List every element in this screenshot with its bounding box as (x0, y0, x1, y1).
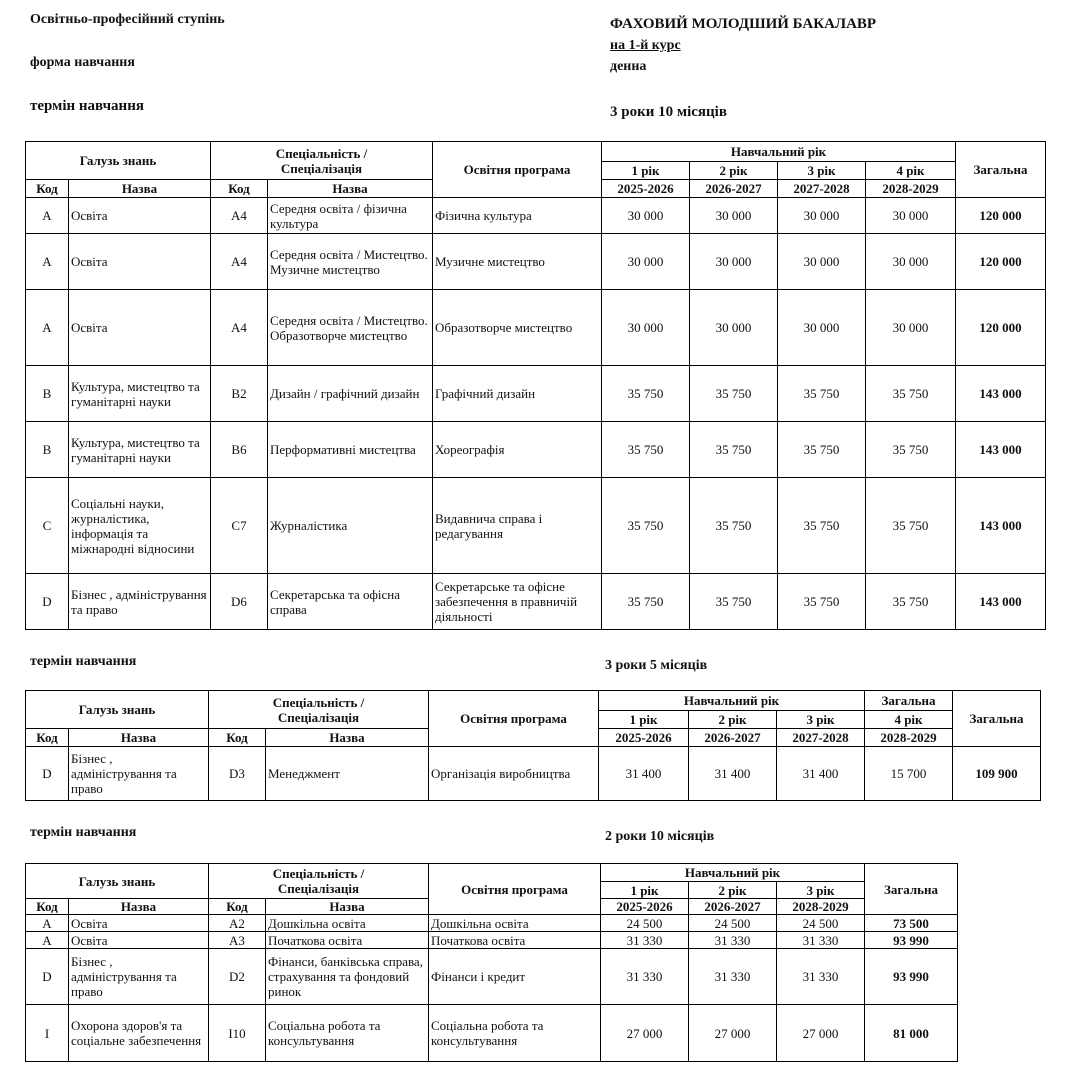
program-name: Видавнича справа і редагування (433, 478, 602, 574)
year-period: 2027-2028 (778, 180, 866, 198)
spec-name: Соціальна робота та консультування (266, 1005, 429, 1062)
name-header: Назва (69, 180, 211, 198)
code-header: Код (209, 729, 266, 747)
spec-name: Середня освіта / Мистецтво. Музичне мистецтво (268, 234, 433, 290)
spec-code: A3 (209, 932, 266, 949)
code-header: Код (209, 899, 266, 915)
field-code: A (26, 290, 69, 366)
field-header: Галузь знань (26, 864, 209, 899)
spec-code: B6 (211, 422, 268, 478)
year-value: 35 750 (778, 478, 866, 574)
year-label: 3 рік (777, 882, 865, 899)
table-row (26, 932, 958, 949)
name-header: Назва (69, 729, 209, 747)
year-value: 35 750 (778, 574, 866, 630)
year-label: 2 рік (689, 882, 777, 899)
year-value: 31 330 (777, 949, 865, 1005)
term-label-2: термін навчання (30, 654, 137, 669)
year-value: 35 750 (602, 422, 690, 478)
program-name: Початкова освіта (429, 932, 601, 949)
field-name: Культура, мистецтво та гуманітарні науки (69, 366, 211, 422)
name-header: Назва (69, 899, 209, 915)
program-header: Освітня програма (429, 691, 599, 747)
term-label-1: термін навчання (30, 98, 144, 114)
field-code: D (26, 574, 69, 630)
year-value: 30 000 (690, 234, 778, 290)
year-period: 2026-2027 (690, 180, 778, 198)
spec-code: C7 (211, 478, 268, 574)
program-header: Освітня програма (433, 142, 602, 198)
year-value: 35 750 (866, 366, 956, 422)
year-value: 30 000 (866, 290, 956, 366)
program-name: Фінанси і кредит (429, 949, 601, 1005)
spec-code: A4 (211, 234, 268, 290)
field-name: Бізнес , адміністрування та право (69, 747, 209, 801)
name-header: Назва (268, 180, 433, 198)
term-value-1: 3 роки 10 місяців (610, 104, 727, 120)
tuition-table-2 (25, 690, 1041, 801)
spec-code: A4 (211, 198, 268, 234)
program-name: Хореографія (433, 422, 602, 478)
year-value: 30 000 (778, 198, 866, 234)
field-code: A (26, 915, 69, 932)
year-value: 30 000 (866, 198, 956, 234)
table-row (26, 366, 1046, 422)
code-header: Код (26, 180, 69, 198)
program-name: Образотворче мистецтво (433, 290, 602, 366)
year-label: 2 рік (690, 162, 778, 180)
year-period: 2027-2028 (777, 729, 865, 747)
spec-name: Журналістика (268, 478, 433, 574)
year-value: 35 750 (602, 574, 690, 630)
year-value: 35 750 (690, 478, 778, 574)
year-label: 3 рік (778, 162, 866, 180)
year-value: 31 330 (601, 949, 689, 1005)
course-label: на 1-й курс (610, 38, 681, 53)
spec-name: Менеджмент (266, 747, 429, 801)
field-code: B (26, 366, 69, 422)
year-value: 30 000 (602, 234, 690, 290)
program-header: Освітня програма (429, 864, 601, 915)
row-total: 143 000 (956, 422, 1046, 478)
year-value: 35 750 (778, 366, 866, 422)
year-value: 27 000 (689, 1005, 777, 1062)
study-year-header: Навчальний рік (601, 864, 865, 882)
spec-code: I10 (209, 1005, 266, 1062)
specialty-header: Спеціальність / Спеціалізація (209, 691, 429, 729)
spec-name: Середня освіта / Мистецтво. Образотворче мистецтво (268, 290, 433, 366)
spec-code: B2 (211, 366, 268, 422)
study-year-header: Навчальний рік (599, 691, 865, 711)
year-value: 35 750 (690, 422, 778, 478)
row-total: 81 000 (865, 1005, 958, 1062)
year-label: 1 рік (601, 882, 689, 899)
year-value: 35 750 (690, 366, 778, 422)
field-name: Освіта (69, 932, 209, 949)
study-year-header: Навчальний рік (602, 142, 956, 162)
field-name: Соціальні науки, журналістика, інформація та міжнародні відносини (69, 478, 211, 574)
year-value: 30 000 (602, 198, 690, 234)
table-row (26, 234, 1046, 290)
specialty-header: Спеціальність / Спеціалізація (209, 864, 429, 899)
year-value: 15 700 (865, 747, 953, 801)
spec-name: Середня освіта / фізична культура (268, 198, 433, 234)
total-subheader: Загальна (865, 691, 953, 711)
year-label: 4 рік (865, 711, 953, 729)
code-header: Код (26, 899, 69, 915)
row-total: 143 000 (956, 574, 1046, 630)
field-header: Галузь знань (26, 691, 209, 729)
row-total: 120 000 (956, 290, 1046, 366)
table-row (26, 198, 1046, 234)
row-total: 143 000 (956, 366, 1046, 422)
field-name: Освіта (69, 234, 211, 290)
program-name: Дошкільна освіта (429, 915, 601, 932)
table-row (26, 1005, 958, 1062)
row-total: 109 900 (953, 747, 1041, 801)
field-name: Освіта (69, 290, 211, 366)
year-value: 31 400 (777, 747, 865, 801)
year-value: 35 750 (690, 574, 778, 630)
tuition-table-1 (25, 141, 1046, 630)
year-period: 2025-2026 (601, 899, 689, 915)
field-code: C (26, 478, 69, 574)
program-name: Фізична культура (433, 198, 602, 234)
field-name: Освіта (69, 915, 209, 932)
table-row (26, 915, 958, 932)
year-value: 35 750 (778, 422, 866, 478)
row-total: 93 990 (865, 949, 958, 1005)
year-value: 30 000 (690, 290, 778, 366)
year-value: 24 500 (777, 915, 865, 932)
field-name: Культура, мистецтво та гуманітарні науки (69, 422, 211, 478)
program-name: Графічний дизайн (433, 366, 602, 422)
field-code: A (26, 932, 69, 949)
field-code: D (26, 949, 69, 1005)
year-value: 31 330 (601, 932, 689, 949)
year-period: 2025-2026 (602, 180, 690, 198)
tuition-table-3 (25, 863, 958, 1062)
year-value: 31 400 (689, 747, 777, 801)
table-row (26, 290, 1046, 366)
year-value: 30 000 (778, 234, 866, 290)
year-period: 2026-2027 (689, 899, 777, 915)
year-period: 2028-2029 (777, 899, 865, 915)
name-header: Назва (266, 729, 429, 747)
year-period: 2028-2029 (866, 180, 956, 198)
field-name: Освіта (69, 198, 211, 234)
year-value: 30 000 (602, 290, 690, 366)
year-value: 30 000 (778, 290, 866, 366)
table-row (26, 422, 1046, 478)
year-label: 2 рік (689, 711, 777, 729)
form-label: форма навчання (30, 55, 135, 70)
program-name: Організація виробництва (429, 747, 599, 801)
spec-code: D6 (211, 574, 268, 630)
term-value-3: 2 роки 10 місяців (605, 829, 715, 844)
term-value-2: 3 роки 5 місяців (605, 658, 708, 673)
year-value: 27 000 (601, 1005, 689, 1062)
year-label: 4 рік (866, 162, 956, 180)
total-header: Загальна (865, 864, 958, 915)
table-row (26, 949, 958, 1005)
year-label: 1 рік (602, 162, 690, 180)
year-value: 35 750 (866, 478, 956, 574)
program-name: Соціальна робота та консультування (429, 1005, 601, 1062)
spec-name: Дизайн / графічний дизайн (268, 366, 433, 422)
year-value: 30 000 (866, 234, 956, 290)
specialty-header: Спеціальність / Спеціалізація (211, 142, 433, 180)
spec-name: Дошкільна освіта (266, 915, 429, 932)
year-value: 35 750 (866, 574, 956, 630)
field-code: I (26, 1005, 69, 1062)
field-name: Охорона здоров'я та соціальне забезпечення (69, 1005, 209, 1062)
year-label: 3 рік (777, 711, 865, 729)
year-value: 31 400 (599, 747, 689, 801)
year-period: 2026-2027 (689, 729, 777, 747)
year-value: 24 500 (601, 915, 689, 932)
year-value: 31 330 (689, 932, 777, 949)
year-value: 27 000 (777, 1005, 865, 1062)
field-code: D (26, 747, 69, 801)
row-total: 93 990 (865, 932, 958, 949)
field-name: Бізнес , адміністрування та право (69, 949, 209, 1005)
form-value: денна (610, 59, 647, 74)
total-header: Загальна (953, 691, 1041, 747)
year-value: 24 500 (689, 915, 777, 932)
term-label-3: термін навчання (30, 825, 137, 840)
year-value: 31 330 (689, 949, 777, 1005)
level-value: ФАХОВИЙ МОЛОДШИЙ БАКАЛАВР (610, 16, 877, 32)
row-total: 120 000 (956, 234, 1046, 290)
year-period: 2028-2029 (865, 729, 953, 747)
spec-name: Перформативні мистецтва (268, 422, 433, 478)
field-name: Бізнес , адміністрування та право (69, 574, 211, 630)
table-row (26, 574, 1046, 630)
name-header: Назва (266, 899, 429, 915)
year-value: 35 750 (602, 478, 690, 574)
field-code: A (26, 234, 69, 290)
total-header: Загальна (956, 142, 1046, 198)
field-code: B (26, 422, 69, 478)
spec-name: Секретарська та офісна справа (268, 574, 433, 630)
row-total: 143 000 (956, 478, 1046, 574)
spec-name: Фінанси, банківська справа, страхування та фондовий ринок (266, 949, 429, 1005)
row-total: 120 000 (956, 198, 1046, 234)
spec-code: A4 (211, 290, 268, 366)
year-value: 35 750 (602, 366, 690, 422)
table-row (26, 478, 1046, 574)
spec-code: D2 (209, 949, 266, 1005)
field-code: A (26, 198, 69, 234)
spec-name: Початкова освіта (266, 932, 429, 949)
year-period: 2025-2026 (599, 729, 689, 747)
table-row (26, 747, 1041, 801)
year-label: 1 рік (599, 711, 689, 729)
spec-code: A2 (209, 915, 266, 932)
field-header: Галузь знань (26, 142, 211, 180)
code-header: Код (26, 729, 69, 747)
year-value: 30 000 (690, 198, 778, 234)
level-label: Освітньо-професійний ступінь (30, 12, 225, 27)
program-name: Музичне мистецтво (433, 234, 602, 290)
row-total: 73 500 (865, 915, 958, 932)
year-value: 35 750 (866, 422, 956, 478)
code-header: Код (211, 180, 268, 198)
spec-code: D3 (209, 747, 266, 801)
program-name: Секретарське та офісне забезпечення в правничій діяльності (433, 574, 602, 630)
year-value: 31 330 (777, 932, 865, 949)
